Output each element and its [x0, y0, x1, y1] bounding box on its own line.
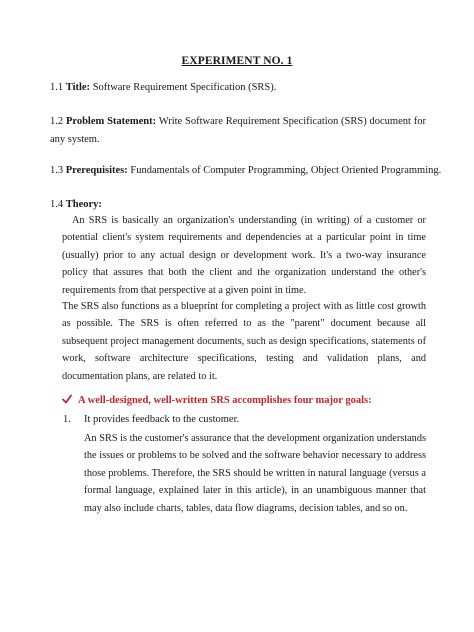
section-problem-statement: [50, 113, 426, 149]
list-item-detail: An SRS is the customer's assurance that the development organization understands the issues or problems to be solved and the software behavior necessary to address those problems. Therefore, the SRS should be written in natural language (versus a formal language, explained later in this article), in an unambiguous manner that may also include charts, tables, data flow diagrams, decision tables, and so on.: [84, 433, 426, 514]
page-title: EXPERIMENT NO. 1: [181, 55, 293, 67]
section-number: 1.1: [50, 82, 64, 93]
section-label: Prerequisites:: [65, 165, 128, 176]
section-prerequisites: [50, 164, 441, 178]
theory-paragraph-2: The SRS also functions as a blueprint for completing a project with as little cost growth as possible. The SRS is often referred to as the "parent" document because all subsequent project management documents, such as design specifications, statements of work, software architecture specifications, testing and validation plans, and documentation plans, are related to it.: [62, 301, 426, 382]
section-label: Theory:: [65, 199, 102, 210]
goals-heading-text: A well-designed, well-written SRS accomplishes four major goals:: [78, 395, 372, 406]
section-text: Write Software Requirement Specification (SRS) document for any system.: [50, 116, 427, 145]
section-number: 1.3: [50, 165, 64, 176]
check-icon: [62, 394, 72, 404]
section-number: 1.4: [50, 199, 64, 210]
section-theory: [50, 198, 102, 212]
section-label: Title:: [65, 82, 91, 93]
section-title: [50, 81, 276, 95]
goals-heading: [62, 394, 372, 406]
theory-paragraph-1: An SRS is basically an organization's understanding (in writing) of a customer or potential client's system requirements and dependencies at a particular point in time (usually) prior to any actual design or development work. It's a two-way insurance policy that assures that both the client and the organization understand the other's requirements from that perspective at a given point in time.: [62, 215, 426, 296]
section-number: 1.2: [50, 116, 64, 127]
section-text: Fundamentals of Computer Programming, Object Oriented Programming.: [130, 165, 442, 176]
section-label: Problem Statement:: [65, 116, 157, 127]
list-item-title: It provides feedback to the customer.: [84, 414, 240, 425]
list-item-number: 1.: [63, 414, 71, 425]
section-text: Software Requirement Specification (SRS).: [92, 82, 277, 93]
